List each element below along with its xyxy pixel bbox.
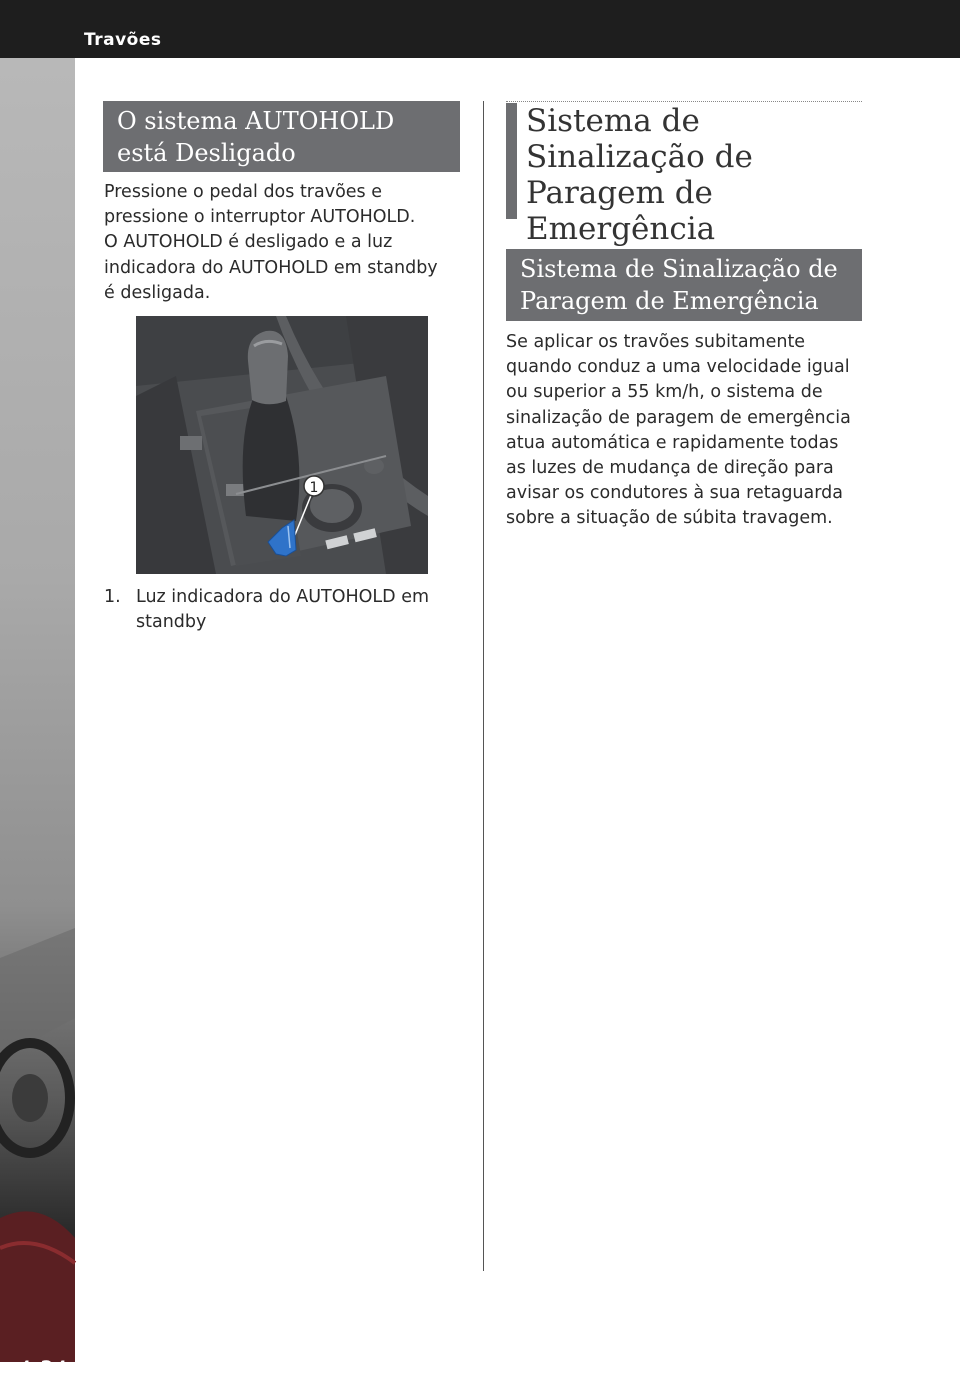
caption-number: 1.	[104, 587, 121, 607]
column-divider	[483, 101, 484, 1271]
text-line: sobre a situação de súbita travagem.	[506, 508, 833, 529]
subsection-title: Sistema de Sinalização de Paragem de Emergência	[506, 249, 862, 321]
chapter-title-bar	[506, 103, 517, 219]
section-title-autohold-off: O sistema AUTOHOLD está Desligado	[103, 101, 460, 172]
text-line: Se aplicar os travões subitamente	[506, 332, 806, 352]
text-line: Pressione o pedal dos travões e	[104, 182, 383, 202]
page-header	[0, 0, 960, 58]
text-line: indicadora do AUTOHOLD em standby	[104, 257, 438, 278]
text-line: quando conduz a uma velocidade igual	[506, 357, 850, 378]
chapter-header-title: Travões	[84, 30, 162, 50]
caption-text: Luz indicadora do AUTOHOLD em standby	[136, 587, 430, 633]
text-line: ou superior a 55 km/h, o sistema de	[506, 382, 823, 403]
text-line: avisar os condutores à sua retaguarda	[506, 483, 843, 504]
page-number: 4-34	[18, 1358, 68, 1383]
chapter-title-text: Sistema de Sinalização de Paragem de Emergência	[526, 103, 753, 247]
dashboard-photo-strip	[0, 58, 75, 1362]
text-line: as luzes de mudança de direção para	[506, 458, 834, 479]
chapter-title	[506, 103, 862, 247]
gear-shifter-image	[136, 316, 428, 574]
callout-marker: 1	[309, 480, 319, 496]
right-body-text	[506, 330, 864, 532]
text-line: sinalização de paragem de emergência	[506, 407, 851, 428]
text-line: é desligada.	[104, 282, 211, 303]
center-console-illustration	[136, 316, 428, 574]
left-body-text	[104, 180, 460, 306]
text-line: O AUTOHOLD é desligado e a luz	[104, 232, 393, 253]
side-band	[0, 58, 75, 1383]
text-line: pressione o interruptor AUTOHOLD.	[104, 207, 416, 228]
text-line: atua automática e rapidamente todas	[506, 432, 839, 453]
dotted-rule	[506, 101, 862, 102]
